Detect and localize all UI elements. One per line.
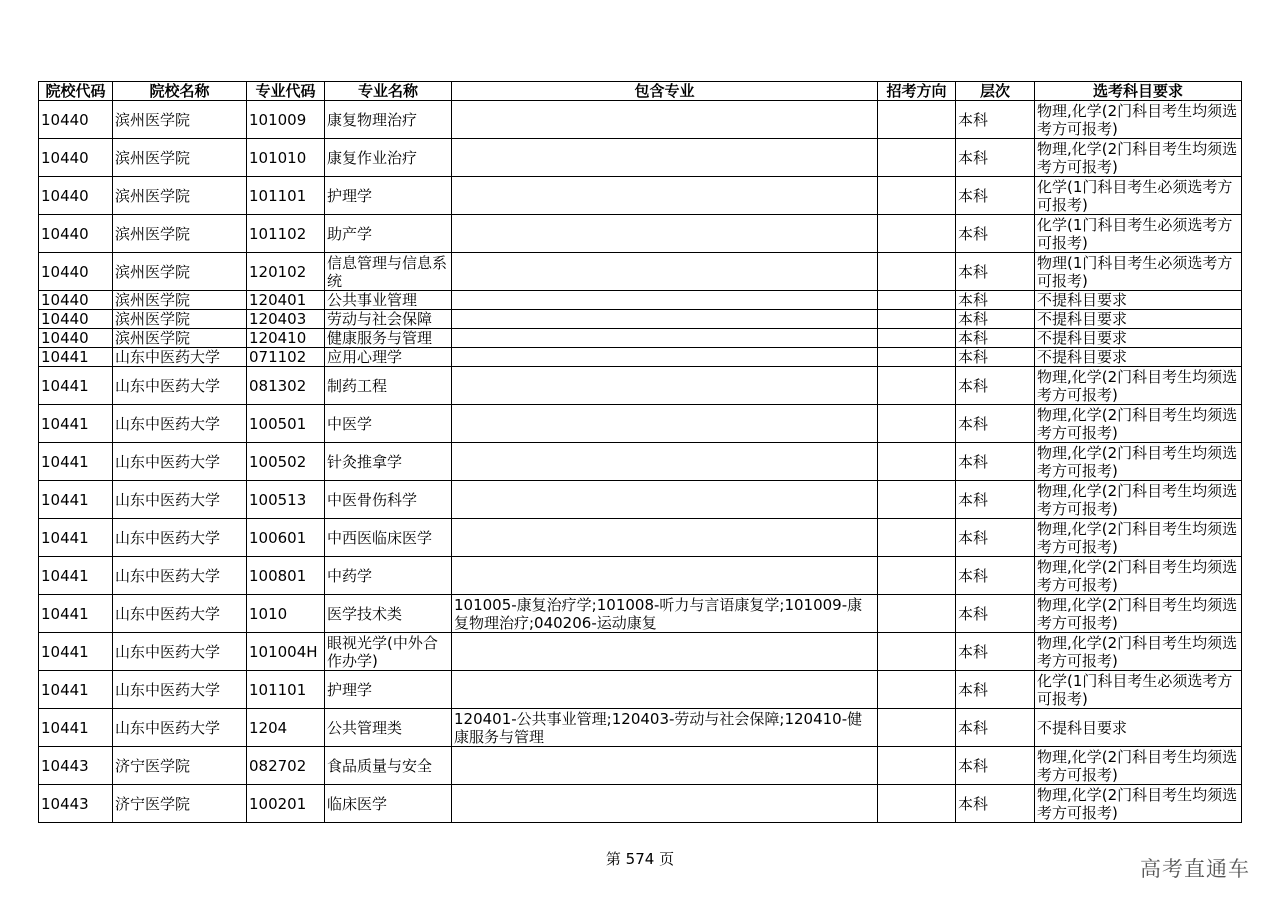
school-code-cell: 10441 [39,519,113,557]
table-row [39,291,1242,310]
included-majors-cell: 120401-公共事业管理;120403-劳动与社会保障;120410-健康服务与管理 [452,709,878,747]
included-majors-cell [452,215,878,253]
table-row [39,633,1242,671]
level-cell: 本科 [956,310,1035,329]
major-name-cell: 助产学 [325,215,452,253]
subject-requirement-cell: 物理,化学(2门科目考生均须选考方可报考) [1035,633,1242,671]
school-code-cell: 10441 [39,405,113,443]
included-majors-cell [452,348,878,367]
table-row [39,177,1242,215]
school-name-cell: 济宁医学院 [113,747,247,785]
direction-cell [878,443,956,481]
direction-cell [878,310,956,329]
school-code-cell: 10443 [39,785,113,823]
watermark-logo: 高考直通车 [1140,857,1250,881]
table-row [39,139,1242,177]
school-code-cell: 10441 [39,348,113,367]
level-cell: 本科 [956,671,1035,709]
subject-requirement-cell: 物理,化学(2门科目考生均须选考方可报考) [1035,443,1242,481]
direction-cell [878,595,956,633]
table-row [39,329,1242,348]
column-header: 选考科目要求 [1035,82,1242,101]
included-majors-cell [452,177,878,215]
school-code-cell: 10440 [39,253,113,291]
major-name-cell: 制药工程 [325,367,452,405]
subject-requirement-cell: 物理,化学(2门科目考生均须选考方可报考) [1035,367,1242,405]
direction-cell [878,253,956,291]
direction-cell [878,139,956,177]
school-code-cell: 10440 [39,177,113,215]
major-code-cell: 101004H [247,633,325,671]
school-name-cell: 滨州医学院 [113,329,247,348]
level-cell: 本科 [956,633,1035,671]
school-name-cell: 滨州医学院 [113,253,247,291]
table-row [39,405,1242,443]
included-majors-cell [452,139,878,177]
table-row [39,310,1242,329]
table-row [39,557,1242,595]
direction-cell [878,785,956,823]
major-name-cell: 公共管理类 [325,709,452,747]
subject-requirement-cell: 物理,化学(2门科目考生均须选考方可报考) [1035,785,1242,823]
school-code-cell: 10440 [39,329,113,348]
direction-cell [878,215,956,253]
direction-cell [878,557,956,595]
page-number: 第 574 页 [605,850,675,868]
subject-requirement-cell: 化学(1门科目考生必须选考方可报考) [1035,671,1242,709]
column-header: 包含专业 [452,82,878,101]
major-code-cell: 101101 [247,177,325,215]
level-cell: 本科 [956,348,1035,367]
level-cell: 本科 [956,405,1035,443]
table-row [39,785,1242,823]
included-majors-cell [452,747,878,785]
school-name-cell: 济宁医学院 [113,785,247,823]
direction-cell [878,747,956,785]
school-code-cell: 10441 [39,671,113,709]
major-name-cell: 信息管理与信息系统 [325,253,452,291]
level-cell: 本科 [956,253,1035,291]
direction-cell [878,633,956,671]
direction-cell [878,519,956,557]
level-cell: 本科 [956,557,1035,595]
subject-requirement-cell: 不提科目要求 [1035,709,1242,747]
major-code-cell: 100601 [247,519,325,557]
major-name-cell: 眼视光学(中外合作办学) [325,633,452,671]
column-header: 院校代码 [39,82,113,101]
column-header: 层次 [956,82,1035,101]
direction-cell [878,177,956,215]
major-name-cell: 临床医学 [325,785,452,823]
column-header: 专业名称 [325,82,452,101]
included-majors-cell [452,329,878,348]
subject-requirement-cell: 物理,化学(2门科目考生均须选考方可报考) [1035,481,1242,519]
table-row [39,671,1242,709]
level-cell: 本科 [956,785,1035,823]
school-code-cell: 10441 [39,709,113,747]
major-name-cell: 中药学 [325,557,452,595]
direction-cell [878,709,956,747]
school-name-cell: 滨州医学院 [113,177,247,215]
table-row [39,348,1242,367]
table-row [39,101,1242,139]
major-code-cell: 100501 [247,405,325,443]
subject-requirement-cell: 不提科目要求 [1035,291,1242,310]
direction-cell [878,671,956,709]
included-majors-cell [452,101,878,139]
school-name-cell: 山东中医药大学 [113,671,247,709]
subject-requirement-cell: 物理,化学(2门科目考生均须选考方可报考) [1035,557,1242,595]
school-name-cell: 山东中医药大学 [113,519,247,557]
column-header: 招考方向 [878,82,956,101]
level-cell: 本科 [956,101,1035,139]
school-code-cell: 10440 [39,310,113,329]
level-cell: 本科 [956,519,1035,557]
direction-cell [878,405,956,443]
major-name-cell: 针灸推拿学 [325,443,452,481]
school-name-cell: 滨州医学院 [113,139,247,177]
level-cell: 本科 [956,443,1035,481]
school-name-cell: 山东中医药大学 [113,709,247,747]
table-row [39,595,1242,633]
school-name-cell: 山东中医药大学 [113,443,247,481]
subject-requirement-cell: 不提科目要求 [1035,329,1242,348]
school-code-cell: 10440 [39,291,113,310]
school-code-cell: 10441 [39,633,113,671]
subject-requirement-cell: 物理,化学(2门科目考生均须选考方可报考) [1035,747,1242,785]
school-code-cell: 10441 [39,443,113,481]
school-code-cell: 10441 [39,481,113,519]
level-cell: 本科 [956,595,1035,633]
column-header: 专业代码 [247,82,325,101]
subject-requirement-cell: 不提科目要求 [1035,348,1242,367]
major-name-cell: 康复作业治疗 [325,139,452,177]
school-name-cell: 山东中医药大学 [113,367,247,405]
level-cell: 本科 [956,367,1035,405]
school-name-cell: 山东中医药大学 [113,557,247,595]
major-code-cell: 120410 [247,329,325,348]
table-row [39,367,1242,405]
major-code-cell: 100201 [247,785,325,823]
table-row [39,519,1242,557]
table-row [39,709,1242,747]
major-name-cell: 康复物理治疗 [325,101,452,139]
school-code-cell: 10440 [39,101,113,139]
major-code-cell: 082702 [247,747,325,785]
direction-cell [878,329,956,348]
table-row [39,215,1242,253]
school-name-cell: 滨州医学院 [113,291,247,310]
major-name-cell: 护理学 [325,177,452,215]
direction-cell [878,367,956,405]
table-header-row [39,82,1242,101]
admissions-table [38,81,1242,823]
level-cell: 本科 [956,291,1035,310]
major-code-cell: 1010 [247,595,325,633]
major-name-cell: 中医骨伤科学 [325,481,452,519]
major-code-cell: 100502 [247,443,325,481]
school-name-cell: 滨州医学院 [113,310,247,329]
subject-requirement-cell: 化学(1门科目考生必须选考方可报考) [1035,177,1242,215]
included-majors-cell [452,367,878,405]
level-cell: 本科 [956,747,1035,785]
level-cell: 本科 [956,329,1035,348]
major-code-cell: 081302 [247,367,325,405]
major-code-cell: 101009 [247,101,325,139]
major-name-cell: 公共事业管理 [325,291,452,310]
level-cell: 本科 [956,139,1035,177]
major-name-cell: 医学技术类 [325,595,452,633]
major-code-cell: 071102 [247,348,325,367]
school-name-cell: 山东中医药大学 [113,405,247,443]
school-name-cell: 山东中医药大学 [113,348,247,367]
major-code-cell: 1204 [247,709,325,747]
subject-requirement-cell: 物理,化学(2门科目考生均须选考方可报考) [1035,519,1242,557]
level-cell: 本科 [956,215,1035,253]
school-name-cell: 滨州医学院 [113,215,247,253]
direction-cell [878,101,956,139]
table-row [39,747,1242,785]
major-code-cell: 101010 [247,139,325,177]
column-header: 院校名称 [113,82,247,101]
included-majors-cell [452,785,878,823]
major-code-cell: 100801 [247,557,325,595]
major-name-cell: 健康服务与管理 [325,329,452,348]
school-code-cell: 10440 [39,215,113,253]
included-majors-cell [452,405,878,443]
subject-requirement-cell: 物理,化学(2门科目考生均须选考方可报考) [1035,595,1242,633]
major-name-cell: 护理学 [325,671,452,709]
subject-requirement-cell: 物理,化学(2门科目考生均须选考方可报考) [1035,101,1242,139]
school-name-cell: 滨州医学院 [113,101,247,139]
table-row [39,481,1242,519]
subject-requirement-cell: 物理,化学(2门科目考生均须选考方可报考) [1035,139,1242,177]
subject-requirement-cell: 化学(1门科目考生必须选考方可报考) [1035,215,1242,253]
direction-cell [878,348,956,367]
school-code-cell: 10440 [39,139,113,177]
included-majors-cell [452,557,878,595]
included-majors-cell [452,481,878,519]
included-majors-cell [452,443,878,481]
school-code-cell: 10441 [39,557,113,595]
included-majors-cell [452,310,878,329]
subject-requirement-cell: 不提科目要求 [1035,310,1242,329]
school-name-cell: 山东中医药大学 [113,595,247,633]
direction-cell [878,481,956,519]
major-code-cell: 120102 [247,253,325,291]
table-row [39,443,1242,481]
school-code-cell: 10441 [39,367,113,405]
included-majors-cell [452,519,878,557]
table-row [39,253,1242,291]
included-majors-cell [452,671,878,709]
major-name-cell: 食品质量与安全 [325,747,452,785]
major-name-cell: 中医学 [325,405,452,443]
included-majors-cell [452,633,878,671]
level-cell: 本科 [956,481,1035,519]
level-cell: 本科 [956,709,1035,747]
subject-requirement-cell: 物理,化学(2门科目考生均须选考方可报考) [1035,405,1242,443]
major-name-cell: 中西医临床医学 [325,519,452,557]
major-name-cell: 劳动与社会保障 [325,310,452,329]
major-code-cell: 120403 [247,310,325,329]
level-cell: 本科 [956,177,1035,215]
direction-cell [878,291,956,310]
included-majors-cell: 101005-康复治疗学;101008-听力与言语康复学;101009-康复物理治疗;040206-运动康复 [452,595,878,633]
major-name-cell: 应用心理学 [325,348,452,367]
major-code-cell: 101101 [247,671,325,709]
school-code-cell: 10443 [39,747,113,785]
included-majors-cell [452,253,878,291]
school-code-cell: 10441 [39,595,113,633]
included-majors-cell [452,291,878,310]
subject-requirement-cell: 物理(1门科目考生必须选考方可报考) [1035,253,1242,291]
major-code-cell: 101102 [247,215,325,253]
school-name-cell: 山东中医药大学 [113,633,247,671]
school-name-cell: 山东中医药大学 [113,481,247,519]
major-code-cell: 120401 [247,291,325,310]
major-code-cell: 100513 [247,481,325,519]
